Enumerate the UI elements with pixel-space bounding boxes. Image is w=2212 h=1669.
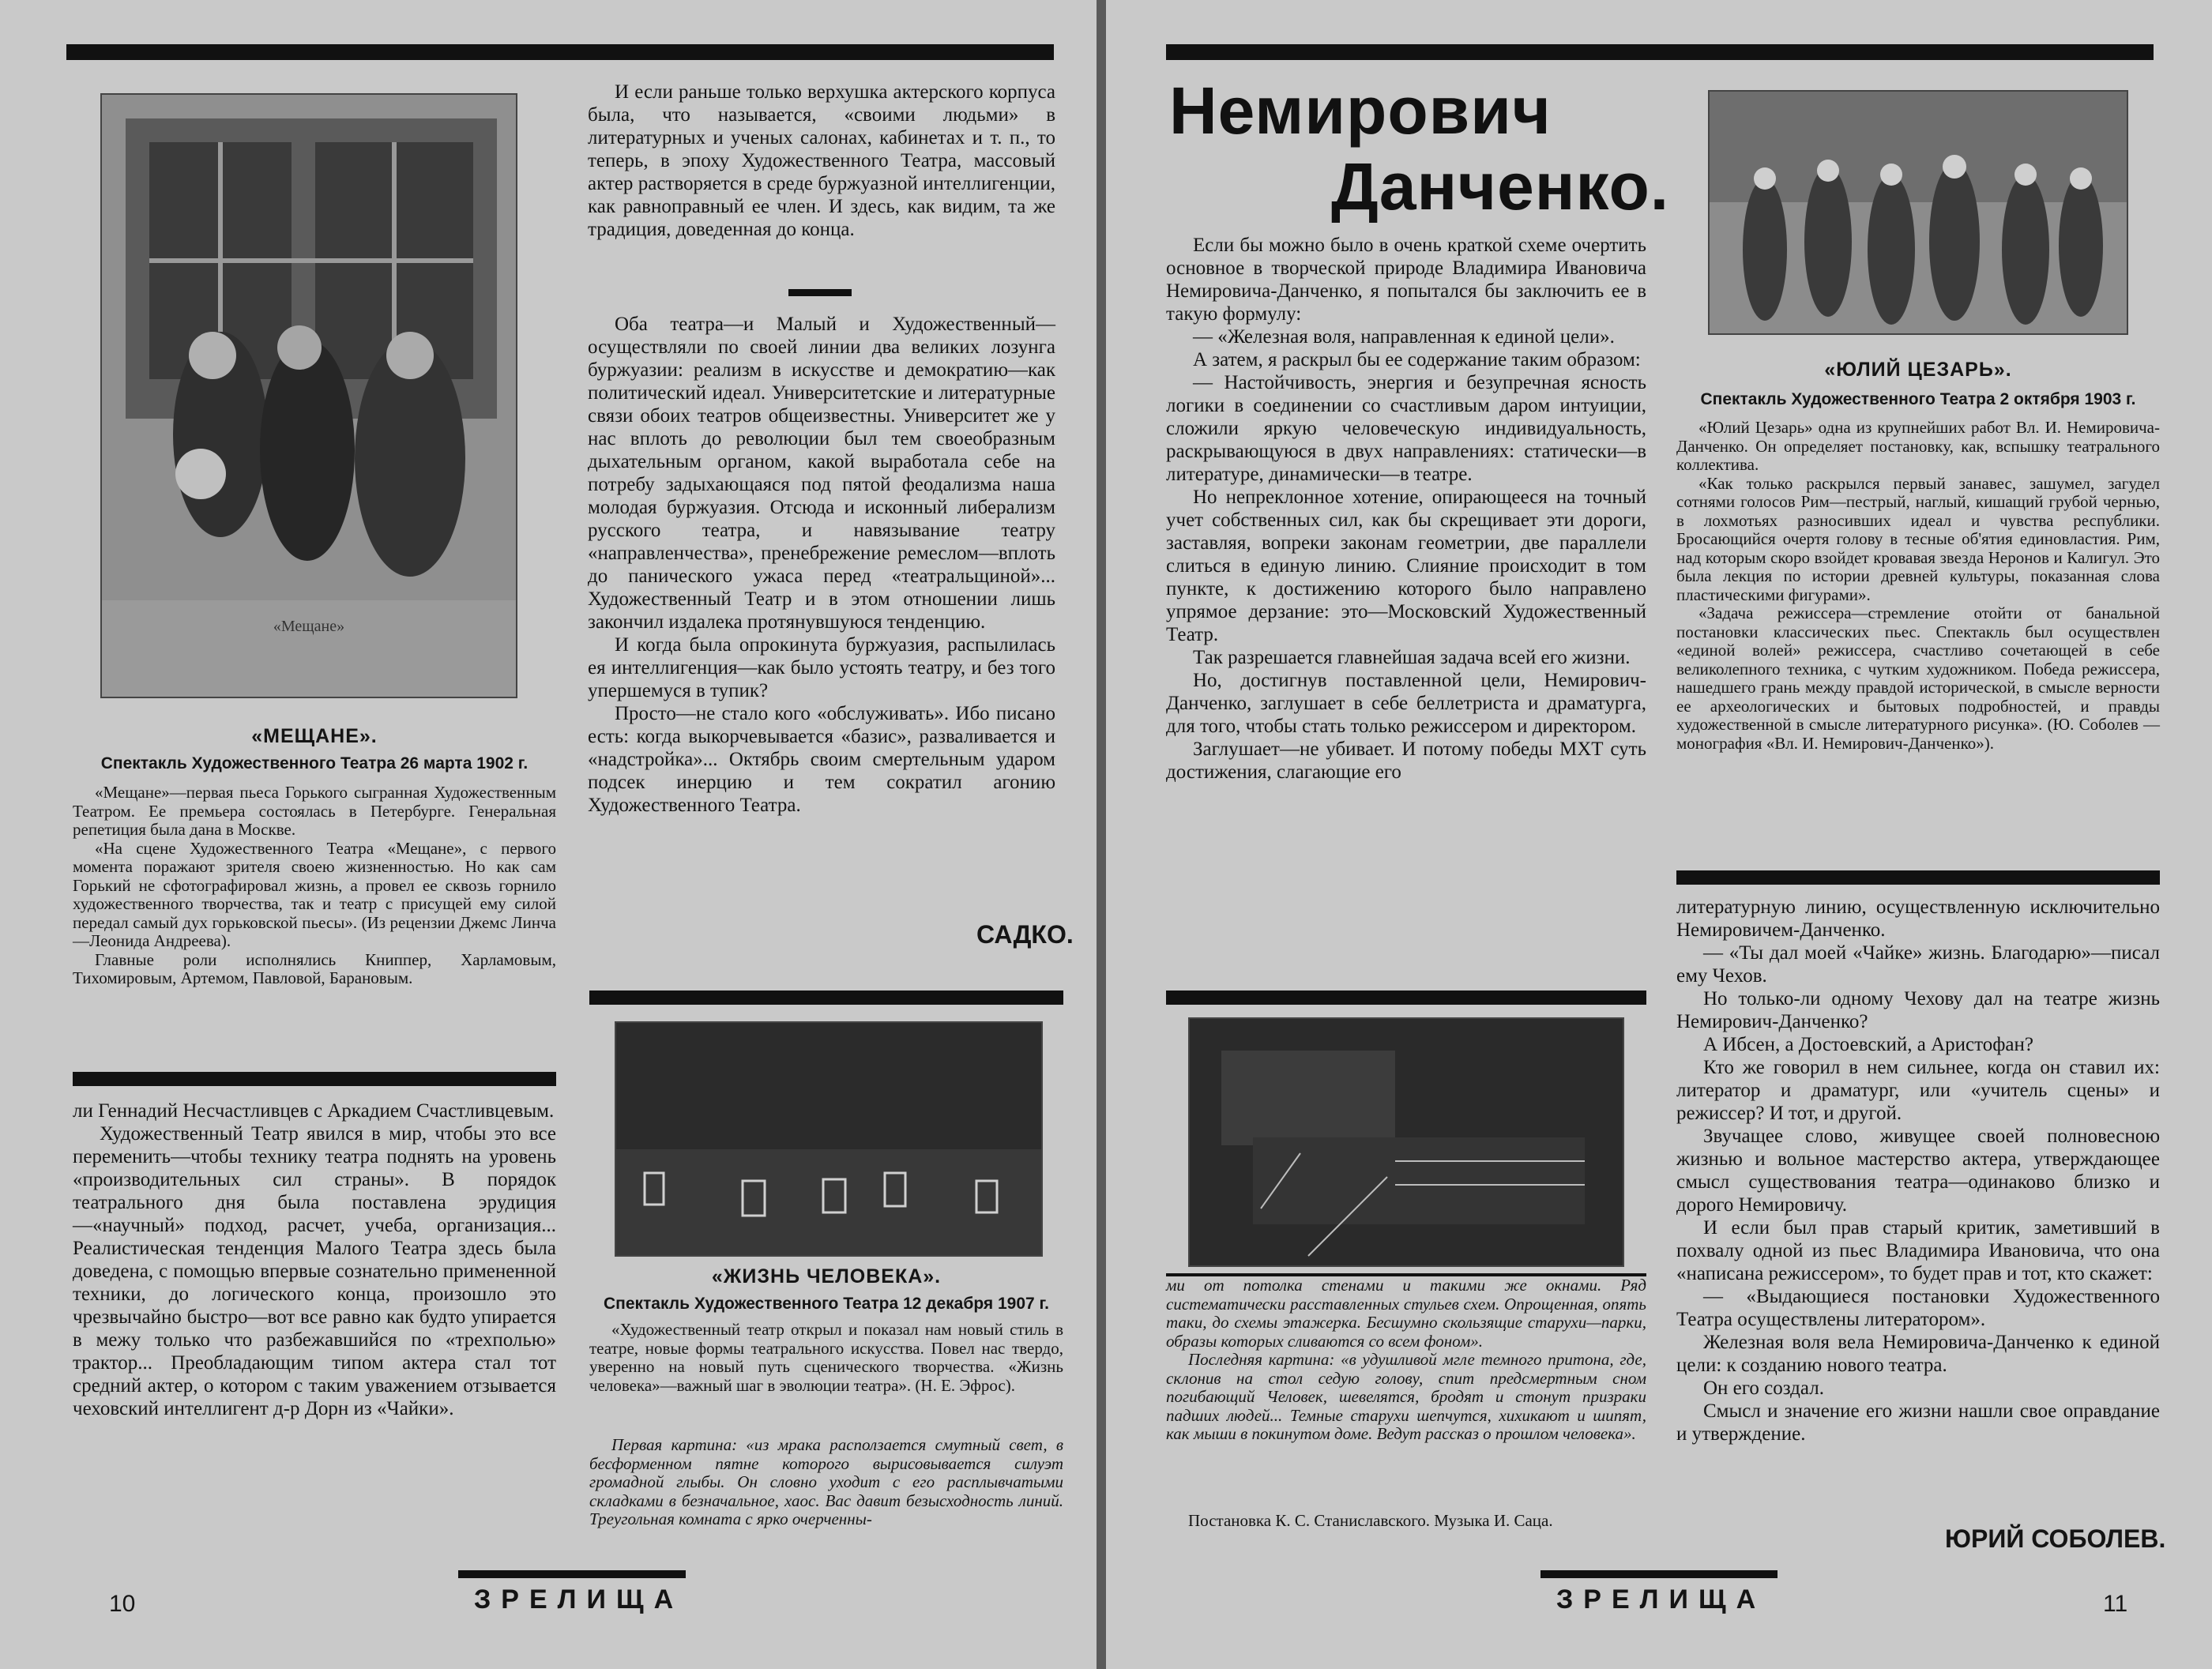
caesar-caption-title: «ЮЛИЙ ЦЕЗАРЬ».	[1824, 359, 2012, 381]
right-para-7: И если был прав старый критик, заметивший в похвалу одной из пьес Владимира Ивановича, что она «написана режиссером», то будет прав и тот, кто скажет:	[1676, 1217, 2160, 1284]
photo-zhizn-cheloveka	[615, 1021, 1043, 1257]
photo-meschane	[100, 93, 517, 698]
meschane-note-3: Главные роли исполнялись Книппер, Харламовым, Тихомировым, Артемом, Павловой, Барановым.	[73, 949, 556, 987]
right-para-2: — «Ты дал моей «Чайке» жизнь. Благодарю»—писал ему Чехов.	[1676, 942, 2160, 987]
binding-gutter	[1097, 0, 1106, 1669]
intro-para-1: Если бы можно было в очень краткой схеме очертить основное в творческой природе Владимира Ивановича Немировича-Данченко, я попытался бы заключить ее в такую формулу:	[1166, 235, 1646, 325]
zhizn-top-rule	[589, 990, 1063, 1005]
right-para-9: Железная воля вела Немировича-Данченко к единой цели: к созданию нового театра.	[1676, 1332, 2160, 1376]
footer-right: ЗРЕЛИЩА	[1556, 1584, 1766, 1614]
top-rule-right	[1166, 44, 2154, 60]
zhizn-italic: Первая картина: «из мрака расползается смутный свет, в бесформенном пятне которого вырисовывается силуэт громадной глыбы. Он словно уходит с его расплывчатыми складками в безначальное, хаос. Вас давит безысходность линий. Треугольная комната с ярко очерченны-	[589, 1435, 1063, 1528]
right-para-4: А Ибсен, а Достоевский, а Аристофан?	[1703, 1034, 2033, 1055]
lower-italic-1: ми от потолка стенами и такими же окнами. Ряд систематически расставленных стульев схем. Опрощенная, опять таки, до схемы этажерка. Бесшумно скользящие старухи—парки, образы которых сливаются со всем фоном».	[1166, 1276, 1646, 1351]
middle-para-2: И когда была опрокинута буржуазия, распылилась ея интеллигенция—как было устоять театру, и без того упершемуся в тупик?	[588, 634, 1055, 701]
caesar-notes	[1676, 419, 2160, 753]
page-right	[1106, 0, 2212, 1669]
caesar-note-1: «Юлий Цезарь» одна из крупнейших работ Вл. И. Немировича-Данченко. Он определяет постановку, как, вспышку театрального коллектива.	[1676, 418, 2160, 474]
caesar-note-3: «Задача режиссера—стремление отойти от банальной постановки классических пьес. Спектакль был осуществлен «единой волей» режиссера, счастливо сочетающей в себе великолепного техника, с чутким художником. Победа режиссера, нашедшего грань между правдой исторической, в смысле верности ее археологических и бытовых подробностей, и правды художественной в смысле литературного рисунка». (Ю. Соболев — монография «Вл. И. Немирович-Данченко»).	[1676, 603, 2160, 753]
caesar-illustration	[1710, 92, 2127, 333]
right-para-11: Смысл и значение его жизни нашли свое оправдание и утверждение.	[1676, 1400, 2160, 1445]
right-para-5: Кто же говорил в нем сильнее, когда он ставил их: литератор и драматург, или «учитель сцены» и режиссер? И тот, и другой.	[1676, 1057, 2160, 1124]
right-para-8: — «Выдающиеся постановки Художественного Театра осуществлены литератором».	[1676, 1286, 2160, 1330]
page-left	[0, 0, 1097, 1669]
intro-para-5: Но непреклонное хотение, опирающееся на точный учет собственных сил, как бы скрещивает эти дороги, заставляя, вопреки законам геометрии, две параллели слиться в единую линию. Слияние происходит в том пункте, к достижению которого было направлено упрямое дерзание: это—Московский Художественный Театр.	[1166, 487, 1646, 645]
page-number-right: 11	[2103, 1591, 2128, 1617]
lower-italic-2: Последняя картина: «в удушливой мгле темного притона, где, склонив на стол седую голову, спит предсмертным сном погибающий Человек, шевелятся, бродят и стонут призраки падших людей... Темные старухи шепчутся, хихикают и шипят, как мыши в покинутом доме. Ведут рассказ о прошлом человека».	[1166, 1350, 1646, 1443]
meschane-notes	[73, 784, 556, 988]
zhizn-caption-sub: Спектакль Художественного Театра 12 декабря 1907 г.	[603, 1295, 1050, 1313]
zhizn-notes: «Художественный театр открыл и показал нам новый стиль в театре, новые формы театрального искусства. Повел нас твердо, уверенно на новый путь сценического творчества. «Жизнь человека»—важный шаг в эволюции театра». (Н. Е. Эфрос).	[589, 1320, 1063, 1395]
meschane-caption-title: «МЕЩАНЕ».	[251, 725, 378, 747]
caesar-caption-sub: Спектакль Художественного Театра 2 октября 1903 г.	[1700, 390, 2136, 408]
intro-para-8: Заглушает—не убивает. И потому победы МХТ суть достижения, слагающие его	[1166, 739, 1646, 783]
intro-para-2: — «Железная воля, направленная к единой цели».	[1193, 326, 1615, 348]
signature-sadko: САДКО.	[976, 920, 1074, 949]
right-para-6: Звучащее слово, живущее своей полновесною жизнью и вольное мастерство актера, утверждающее смысл существования театра—одинаково близко и дорого Немировичу.	[1676, 1126, 2160, 1216]
headline-nemirovich: Немирович	[1169, 73, 1552, 148]
left-mid-rule	[73, 1072, 556, 1086]
photo-inner-caption: «Мещане»	[273, 618, 345, 635]
left-footer-rule	[458, 1570, 686, 1578]
right-mid-rule	[1166, 990, 1646, 1005]
middle-para-1: Оба театра—и Малый и Художественный—осуществляли по своей линии два великих лозунга буржуазии: реализм в искусстве и демократию—как политический идеал. Университетские и литературные связи обоих театров общеизвестны. Университет же у нас вплоть до революции был тем своеобразным дыхательным органом, какой выработала себе на потребу задыхающаяся под пятой феодализма наша молодая буржуазия. Отсюда и исконный либерализм русского театра, и навязывание театру «направленчества», пренебрежение ремеслом—вплоть до панического ужаса перед «театральщиной»... Художественный Театр и в этом отношении лишь закончил издалека протянувшуюся тенденцию.	[588, 314, 1055, 633]
photo-yuliy-tsezar	[1708, 90, 2128, 335]
intro-text	[1166, 234, 1646, 784]
meschane-note-2: «На сцене Художественного Театра «Мещане», с первого момента поражают зрителя своею жизненностью. Но как сам Горький не сфотографировал жизнь, а провел ее сквозь горнило художественного творчества, так и театр с присущей ему силой передал самый дух горьковской пьесы». (Из рецензии Джемс Линча—Леонида Андреева).	[73, 838, 556, 950]
right-para-10: Он его создал.	[1703, 1378, 1824, 1399]
lower-left-text	[73, 1100, 556, 1420]
meschane-caption-sub: Спектакль Художественного Театра 26 марта 1902 г.	[100, 754, 529, 772]
top-rule	[66, 44, 1054, 60]
caesar-note-2: «Как только раскрылся первый занавес, зашумел, загудел сотнями голосов Рим—пестрый, наглый, кишащий грубой чернью, в лохмотьях разносивших идеал и чувства республики. Бросающийся очертя голову в тесные об'ятия единовластия. Рим, над которым скоро взойдет кровавая звезда Неронов и Калигул. Это была лекция по истории древней культуры, показанная слова пластическими фигурами».	[1676, 473, 2160, 604]
headline-danchenko: Данченко.	[1331, 149, 1670, 224]
intro-para-7: Но, достигнув поставленной цели, Немирович-Данченко, заглушает в себе беллетриста и драматурга, для того, чтобы стать только режиссером и директором.	[1166, 670, 1646, 737]
short-rule	[788, 289, 852, 296]
signature-sobolev: ЮРИЙ СОБОЛЕВ.	[1945, 1524, 2166, 1553]
lower-plain: Постановка К. С. Станиславского. Музыка И. Саца.	[1188, 1511, 1553, 1530]
meschane-illustration	[102, 95, 516, 697]
right-footer-rule	[1540, 1570, 1778, 1578]
middle-text-2	[588, 313, 1055, 817]
lower-left-para-2: Художественный Театр явился в мир, чтобы это все переменить—чтобы технику театра поднять на уровень «производительных сил страны». В порядок театрального дня была поставлена эрудиция—«научный» подход, расчет, учеба, организация... Реалистическая тенденция Малого Театра здесь была доведена, с помощью впервые сознательно примененной техники, до логического конца, произошло это чрезвычайно быстро—вот все равно как будто упирается в межу только что разбежавшийся по «трехполью» трактор... Преобладающим типом актера стал тот средний актер, о котором с таким уважением отзывается чеховский интеллигент д-р Дорн из «Чайки».	[73, 1123, 556, 1419]
meschane-note-1: «Мещане»—первая пьеса Горького сыгранная Художественным Театром. Ее премьера состоялась в Петербурге. Генеральная репетиция была дана в Москве.	[73, 783, 556, 839]
right-para-3: Но только-ли одному Чехову дал на театре жизнь Немирович-Данченко?	[1676, 988, 2160, 1032]
footer-left: ЗРЕЛИЩА	[474, 1584, 684, 1614]
last-scene-illustration	[1190, 1019, 1623, 1265]
caesar-bottom-rule	[1676, 870, 2160, 885]
intro-para-3: А затем, я раскрыл бы ее содержание таким образом:	[1193, 349, 1641, 370]
middle-text-1: И если раньше только верхушка актерского корпуса была, что называется, «своими людьми» в литературных и ученых салонах, кабинетах и т. п., то теперь, в эпоху Художественного Театра, массовый актер растворяется в среде буржуазной интеллигенции, как равноправный ее член. И здесь, как видим, та же традиция, доведенная до конца.	[588, 81, 1055, 240]
middle-para-3: Просто—не стало кого «обслуживать». Ибо писано есть: когда выкорчевывается «базис», разваливается и «надстройка»... Октябрь своим смертельным ударом подсек инерцию и тем сократил агонию Художественного Театра.	[588, 703, 1055, 816]
right-para-1: литературную линию, осуществленную исключительно Немировичем-Данченко.	[1676, 897, 2160, 941]
intro-para-6: Так разрешается главнейшая задача всей его жизни.	[1193, 647, 1631, 668]
lower-italic	[1166, 1276, 1646, 1444]
photo-last-scene	[1188, 1017, 1624, 1267]
zhizn-illustration	[616, 1023, 1041, 1255]
right-column-text	[1676, 896, 2160, 1445]
intro-para-4: — Настойчивость, энергия и безупречная ясность логики в соединении со счастливым даром интуиции, сложили яркую человеческую индивидуальность, раскрывающуюся в двух направлениях: статически—в литературе, динамически—в театре.	[1166, 372, 1646, 485]
zhizn-caption-title: «ЖИЗНЬ ЧЕЛОВЕКА».	[711, 1265, 942, 1287]
page-number-left: 10	[109, 1591, 136, 1617]
lower-left-para-1: ли Геннадий Несчастливцев с Аркадием Счастливцевым.	[73, 1100, 555, 1122]
